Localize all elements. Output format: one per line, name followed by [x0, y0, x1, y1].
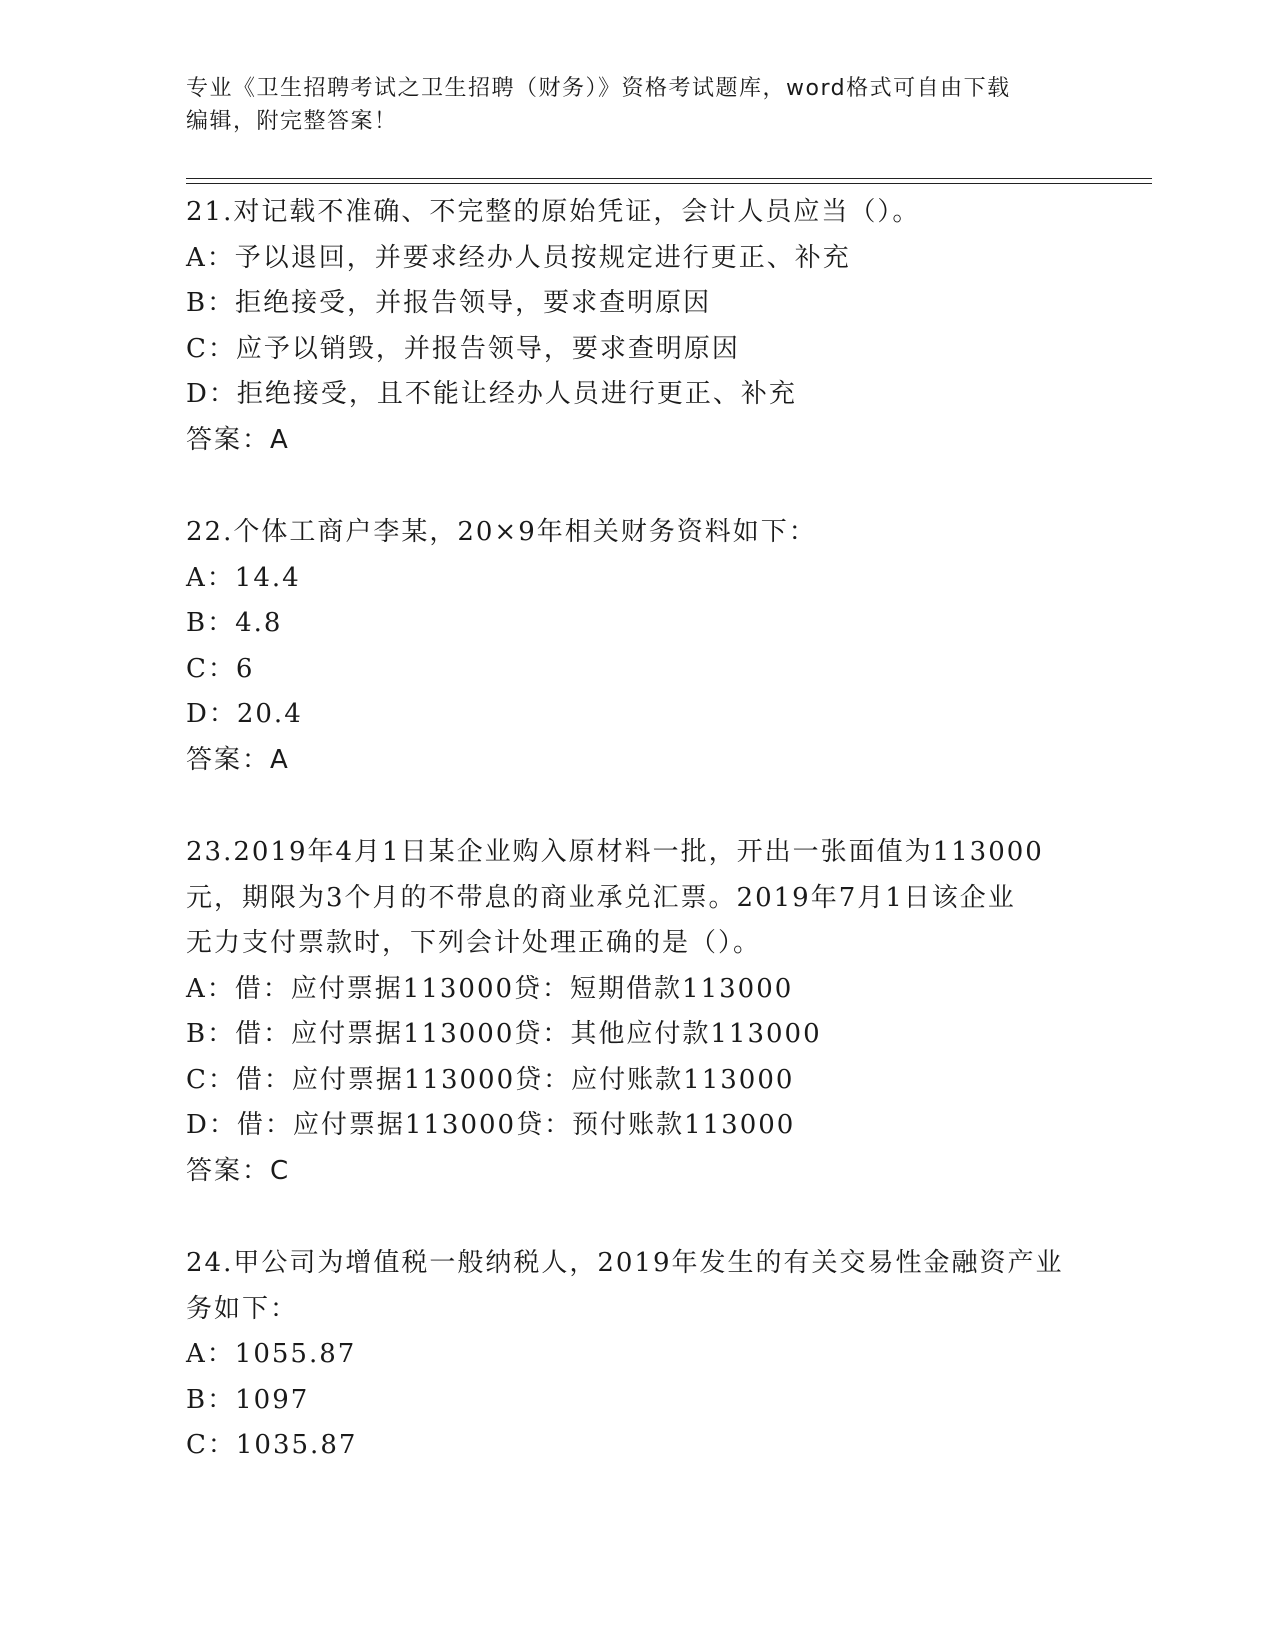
- option-a: A：予以退回，并要求经办人员按规定进行更正、补充: [186, 242, 851, 273]
- option-c: C：6: [186, 653, 255, 684]
- option-d: D：20.4: [186, 699, 303, 729]
- question-22: [186, 510, 1086, 783]
- question-stem: 21.对记载不准确、不完整的原始凭证，会计人员应当（）。: [186, 197, 921, 227]
- option-c: C：应予以销毁，并报告领导，要求查明原因: [186, 333, 740, 364]
- question-23: [186, 830, 1086, 1194]
- document-header: [186, 72, 1066, 138]
- option-b: B：借：应付票据113000贷：其他应付款113000: [186, 1019, 822, 1049]
- header-line-1: 专业《卫生招聘考试之卫生招聘（财务）》资格考试题库，word格式可自由下载: [186, 76, 1011, 101]
- question-stem: 22.个体工商户李某，20×9年相关财务资料如下：: [186, 517, 817, 547]
- option-b: B：4.8: [186, 608, 283, 638]
- header-line-2: 编辑，附完整答案！: [186, 109, 398, 134]
- option-a: A：14.4: [186, 562, 301, 593]
- option-b: B：拒绝接受，并报告领导，要求查明原因: [186, 288, 712, 318]
- option-a: A：1055.87: [186, 1339, 357, 1369]
- option-b: B：1097: [186, 1384, 310, 1415]
- answer: 答案：A: [186, 744, 290, 775]
- option-d: D：拒绝接受，且不能让经办人员进行更正、补充: [186, 379, 797, 409]
- answer: 答案：C: [186, 1155, 291, 1186]
- question-stem-line-2: 元，期限为3个月的不带息的商业承兑汇票。2019年7月1日该企业: [186, 882, 1016, 913]
- option-c: C：1035.87: [186, 1430, 358, 1460]
- question-21: [186, 190, 1086, 463]
- answer: 答案：A: [186, 424, 290, 455]
- option-a: A：借：应付票据113000贷：短期借款113000: [186, 973, 794, 1004]
- option-c: C：借：应付票据113000贷：应付账款113000: [186, 1064, 795, 1095]
- header-divider-bottom: [186, 183, 1152, 184]
- question-stem-line-1: 23.2019年4月1日某企业购入原材料一批，开出一张面值为113000: [186, 837, 1044, 867]
- question-stem-line-3: 无力支付票款时，下列会计处理正确的是（）。: [186, 928, 762, 958]
- question-stem-line-2: 务如下：: [186, 1293, 299, 1324]
- option-d: D：借：应付票据113000贷：预付账款113000: [186, 1110, 796, 1140]
- question-stem-line-1: 24.甲公司为增值税一般纳税人，2019年发生的有关交易性金融资产业: [186, 1248, 1064, 1278]
- question-24: [186, 1241, 1086, 1469]
- header-divider-top: [186, 178, 1152, 179]
- question-list: [186, 190, 1086, 1516]
